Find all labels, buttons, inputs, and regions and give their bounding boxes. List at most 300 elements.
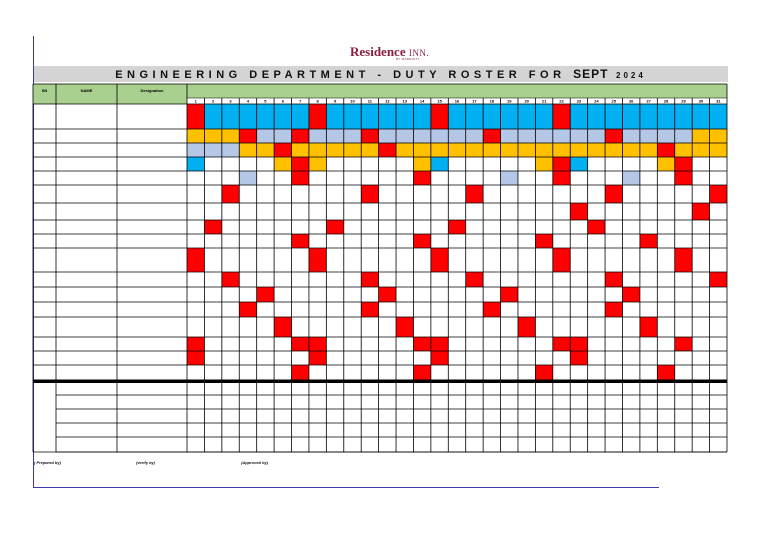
roster-cell <box>326 337 343 351</box>
roster-cell <box>396 171 413 185</box>
roster-cell <box>448 234 465 248</box>
roster-cell <box>379 203 396 220</box>
title-main: ENGINEERING DEPARTMENT - DUTY ROSTER FOR <box>115 69 566 81</box>
roster-cell <box>222 171 239 185</box>
roster-cell <box>396 287 413 302</box>
roster-cell <box>553 337 570 351</box>
roster-cell <box>292 129 309 143</box>
roster-cell <box>501 157 518 171</box>
prepared-by-label: ( Prepared by) <box>34 460 61 465</box>
roster-cell <box>657 157 674 171</box>
roster-cell <box>326 365 343 381</box>
roster-cell <box>448 351 465 365</box>
roster-cell <box>622 220 639 234</box>
roster-cell <box>640 287 657 302</box>
roster-cell <box>222 104 239 129</box>
roster-cell <box>204 143 221 157</box>
roster-cell <box>239 248 256 272</box>
roster-cell <box>204 234 221 248</box>
roster-cell <box>501 220 518 234</box>
day-number: 11 <box>367 98 373 104</box>
roster-cell <box>274 365 291 381</box>
roster-cell <box>274 104 291 129</box>
roster-cell <box>640 143 657 157</box>
roster-cell <box>274 248 291 272</box>
roster-cell <box>518 185 535 203</box>
roster-cell <box>379 143 396 157</box>
roster-cell <box>466 272 483 287</box>
roster-cell <box>622 143 639 157</box>
roster-cell <box>396 234 413 248</box>
roster-cell <box>501 143 518 157</box>
roster-cell <box>257 203 274 220</box>
roster-cell <box>309 143 326 157</box>
roster-cell <box>239 129 256 143</box>
roster-cell <box>344 302 361 317</box>
roster-cell <box>309 351 326 365</box>
roster-cell <box>588 185 605 203</box>
roster-cell <box>448 157 465 171</box>
roster-cell <box>570 157 587 171</box>
roster-cell <box>344 104 361 129</box>
roster-cell <box>396 302 413 317</box>
roster-cell <box>396 337 413 351</box>
roster-cell <box>431 143 448 157</box>
roster-cell <box>431 185 448 203</box>
roster-cell <box>361 337 378 351</box>
roster-cell <box>483 129 500 143</box>
roster-cell <box>344 143 361 157</box>
roster-cell <box>692 171 709 185</box>
day-number: 5 <box>264 98 267 104</box>
roster-cell <box>204 157 221 171</box>
roster-cell <box>326 272 343 287</box>
roster-cell <box>361 302 378 317</box>
roster-cell <box>466 185 483 203</box>
roster-cell <box>657 365 674 381</box>
roster-cell <box>257 234 274 248</box>
roster-cell <box>204 104 221 129</box>
roster-cell <box>605 185 622 203</box>
roster-cell <box>622 302 639 317</box>
roster-cell <box>309 203 326 220</box>
roster-cell <box>622 129 639 143</box>
roster-cell <box>640 104 657 129</box>
roster-cell <box>675 220 692 234</box>
roster-cell <box>553 365 570 381</box>
roster-cell <box>309 337 326 351</box>
roster-cell <box>396 143 413 157</box>
roster-cell <box>257 302 274 317</box>
roster-cell <box>431 302 448 317</box>
roster-cell <box>692 287 709 302</box>
roster-cell <box>710 171 727 185</box>
roster-cell <box>309 104 326 129</box>
roster-cell <box>466 317 483 337</box>
roster-cell <box>413 157 430 171</box>
day-number: 22 <box>559 98 564 104</box>
roster-cell <box>204 351 221 365</box>
roster-cell <box>640 157 657 171</box>
roster-cell <box>657 185 674 203</box>
day-number: 13 <box>402 98 407 104</box>
approved-by-label: (Approved by) <box>241 460 269 465</box>
roster-cell <box>187 337 204 351</box>
roster-cell <box>570 272 587 287</box>
roster-cell <box>292 220 309 234</box>
roster-cell <box>379 317 396 337</box>
roster-cell <box>239 171 256 185</box>
roster-cell <box>379 234 396 248</box>
roster-cell <box>344 317 361 337</box>
roster-cell <box>379 171 396 185</box>
roster-cell <box>413 317 430 337</box>
roster-cell <box>657 171 674 185</box>
roster-cell <box>692 143 709 157</box>
roster-cell <box>622 104 639 129</box>
roster-cell <box>204 203 221 220</box>
roster-cell <box>605 302 622 317</box>
roster-cell <box>553 248 570 272</box>
roster-cell <box>187 104 204 129</box>
roster-cell <box>535 248 552 272</box>
roster-cell <box>640 337 657 351</box>
roster-cell <box>448 104 465 129</box>
roster-cell <box>292 157 309 171</box>
roster-cell <box>239 143 256 157</box>
roster-cell <box>588 234 605 248</box>
roster-cell <box>361 185 378 203</box>
roster-cell <box>553 220 570 234</box>
roster-cell <box>361 317 378 337</box>
roster-cell <box>622 157 639 171</box>
roster-cell <box>692 302 709 317</box>
roster-cell <box>466 220 483 234</box>
thick-separator <box>33 380 727 384</box>
roster-cell <box>448 143 465 157</box>
roster-cell <box>535 317 552 337</box>
roster-cell <box>657 302 674 317</box>
roster-cell <box>466 351 483 365</box>
roster-cell <box>379 287 396 302</box>
day-number: 10 <box>350 98 355 104</box>
roster-cell <box>257 104 274 129</box>
roster-cell <box>483 104 500 129</box>
roster-cell <box>292 351 309 365</box>
roster-cell <box>535 272 552 287</box>
roster-cell <box>535 171 552 185</box>
roster-cell <box>431 104 448 129</box>
roster-cell <box>675 143 692 157</box>
roster-cell <box>239 203 256 220</box>
roster-cell <box>344 248 361 272</box>
roster-cell <box>466 157 483 171</box>
roster-cell <box>292 104 309 129</box>
roster-cell <box>292 171 309 185</box>
roster-cell <box>309 157 326 171</box>
roster-cell <box>675 203 692 220</box>
roster-cell <box>361 248 378 272</box>
roster-cell <box>257 220 274 234</box>
roster-cell <box>222 185 239 203</box>
roster-cell <box>501 337 518 351</box>
roster-cell <box>187 157 204 171</box>
roster-cell <box>535 203 552 220</box>
roster-cell <box>622 171 639 185</box>
roster-cell <box>518 157 535 171</box>
logo-brand: Residence <box>350 44 406 59</box>
day-number: 30 <box>698 98 704 104</box>
roster-cell <box>257 337 274 351</box>
roster-cell <box>257 143 274 157</box>
roster-cell <box>204 365 221 381</box>
roster-cell <box>675 272 692 287</box>
roster-cell <box>483 203 500 220</box>
roster-cell <box>344 157 361 171</box>
roster-cell <box>222 351 239 365</box>
roster-cell <box>675 287 692 302</box>
roster-cell <box>622 337 639 351</box>
roster-cell <box>326 248 343 272</box>
roster-cell <box>204 248 221 272</box>
roster-cell <box>640 351 657 365</box>
roster-cell <box>292 248 309 272</box>
roster-cell <box>570 104 587 129</box>
roster-cell <box>274 171 291 185</box>
roster-cell <box>588 143 605 157</box>
roster-cell <box>657 129 674 143</box>
roster-cell <box>622 272 639 287</box>
roster-cell <box>710 157 727 171</box>
roster-cell <box>553 287 570 302</box>
roster-cell <box>448 129 465 143</box>
roster-cell <box>535 185 552 203</box>
day-number: 17 <box>472 98 477 104</box>
roster-cell <box>605 337 622 351</box>
roster-cell <box>570 302 587 317</box>
roster-cell <box>292 337 309 351</box>
verify-by-label: (verify by) <box>136 460 156 465</box>
roster-cell <box>518 171 535 185</box>
roster-cell <box>553 157 570 171</box>
roster-cell <box>570 129 587 143</box>
roster-cell <box>222 287 239 302</box>
roster-cell <box>326 143 343 157</box>
roster-cell <box>692 104 709 129</box>
roster-cell <box>396 129 413 143</box>
roster-cell <box>710 248 727 272</box>
roster-cell <box>657 143 674 157</box>
roster-cell <box>239 104 256 129</box>
roster-cell <box>605 157 622 171</box>
roster-cell <box>292 287 309 302</box>
roster-cell <box>292 365 309 381</box>
roster-cell <box>588 302 605 317</box>
roster-cell <box>675 365 692 381</box>
day-number: 12 <box>385 98 390 104</box>
roster-cell <box>274 351 291 365</box>
roster-cell <box>570 220 587 234</box>
roster-cell <box>640 272 657 287</box>
roster-cell <box>257 129 274 143</box>
roster-cell <box>640 317 657 337</box>
roster-cell <box>309 171 326 185</box>
roster-cell <box>396 272 413 287</box>
roster-cell <box>448 171 465 185</box>
day-number: 18 <box>489 98 495 104</box>
roster-cell <box>605 248 622 272</box>
roster-cell <box>553 104 570 129</box>
roster-cell <box>657 248 674 272</box>
roster-cell <box>344 351 361 365</box>
roster-cell <box>622 248 639 272</box>
roster-cell <box>292 272 309 287</box>
roster-cell <box>553 317 570 337</box>
roster-cell <box>501 203 518 220</box>
day-number: 7 <box>299 98 302 104</box>
roster-cell <box>692 272 709 287</box>
roster-cell <box>379 157 396 171</box>
roster-cell <box>710 317 727 337</box>
roster-cell <box>274 129 291 143</box>
roster-cell <box>657 337 674 351</box>
roster-cell <box>675 104 692 129</box>
roster-cell <box>483 272 500 287</box>
roster-cell <box>483 365 500 381</box>
roster-cell <box>466 143 483 157</box>
day-number: 26 <box>628 98 634 104</box>
roster-cell <box>396 248 413 272</box>
roster-cell <box>710 185 727 203</box>
roster-cell <box>257 365 274 381</box>
roster-cell <box>309 248 326 272</box>
roster-cell <box>222 129 239 143</box>
roster-cell <box>588 104 605 129</box>
roster-cell <box>413 104 430 129</box>
roster-cell <box>344 129 361 143</box>
roster-cell <box>675 302 692 317</box>
roster-cell <box>204 129 221 143</box>
roster-cell <box>657 317 674 337</box>
roster-cell <box>483 337 500 351</box>
roster-cell <box>640 220 657 234</box>
roster-cell <box>344 171 361 185</box>
roster-cell <box>396 220 413 234</box>
roster-cell <box>483 287 500 302</box>
name-header: NAME <box>80 88 93 93</box>
roster-cell <box>274 157 291 171</box>
roster-cell <box>553 185 570 203</box>
roster-cell <box>326 234 343 248</box>
roster-cell <box>588 220 605 234</box>
roster-cell <box>692 365 709 381</box>
roster-cell <box>187 272 204 287</box>
roster-cell <box>396 351 413 365</box>
roster-cell <box>413 220 430 234</box>
roster-cell <box>292 317 309 337</box>
roster-cell <box>413 185 430 203</box>
roster-cell <box>431 337 448 351</box>
roster-cell <box>222 203 239 220</box>
roster-cell <box>187 302 204 317</box>
roster-cell <box>501 185 518 203</box>
roster-cell <box>326 203 343 220</box>
roster-cell <box>657 220 674 234</box>
roster-cell <box>605 220 622 234</box>
designation-header: Designation <box>140 88 164 93</box>
roster-cell <box>292 143 309 157</box>
roster-cell <box>361 171 378 185</box>
roster-cell <box>239 302 256 317</box>
roster-cell <box>518 220 535 234</box>
roster-cell <box>326 287 343 302</box>
roster-cell <box>605 351 622 365</box>
day-number: 28 <box>663 98 669 104</box>
roster-cell <box>274 185 291 203</box>
roster-cell <box>379 272 396 287</box>
roster-cell <box>535 104 552 129</box>
roster-cell <box>640 185 657 203</box>
roster-cell <box>309 365 326 381</box>
day-number: 9 <box>333 98 337 104</box>
roster-cell <box>483 157 500 171</box>
roster-cell <box>588 351 605 365</box>
roster-cell <box>640 129 657 143</box>
roster-cell <box>309 272 326 287</box>
roster-cell <box>431 248 448 272</box>
roster-cell <box>413 129 430 143</box>
day-number: 1 <box>194 98 197 104</box>
roster-cell <box>675 171 692 185</box>
roster-cell <box>257 287 274 302</box>
day-number: 16 <box>454 98 460 104</box>
roster-cell <box>588 203 605 220</box>
roster-cell <box>588 171 605 185</box>
roster-cell <box>379 337 396 351</box>
roster-cell <box>535 157 552 171</box>
roster-cell <box>570 287 587 302</box>
roster-cell <box>361 104 378 129</box>
roster-cell <box>692 248 709 272</box>
roster-cell <box>361 129 378 143</box>
roster-cell <box>466 234 483 248</box>
roster-cell <box>588 365 605 381</box>
roster-cell <box>239 317 256 337</box>
roster-cell <box>483 220 500 234</box>
roster-cell <box>710 234 727 248</box>
roster-cell <box>710 220 727 234</box>
roster-cell <box>326 129 343 143</box>
roster-cell <box>692 185 709 203</box>
roster-cell <box>361 143 378 157</box>
roster-cell <box>501 302 518 317</box>
roster-cell <box>448 185 465 203</box>
roster-cell <box>692 203 709 220</box>
roster-cell <box>570 351 587 365</box>
roster-cell <box>622 317 639 337</box>
roster-cell <box>501 104 518 129</box>
roster-cell <box>605 234 622 248</box>
roster-cell <box>187 185 204 203</box>
roster-cell <box>326 185 343 203</box>
roster-cell <box>309 129 326 143</box>
roster-cell <box>309 317 326 337</box>
roster-cell <box>257 351 274 365</box>
roster-cell <box>257 157 274 171</box>
roster-cell <box>553 351 570 365</box>
roster-cell <box>204 185 221 203</box>
roster-cell <box>466 365 483 381</box>
